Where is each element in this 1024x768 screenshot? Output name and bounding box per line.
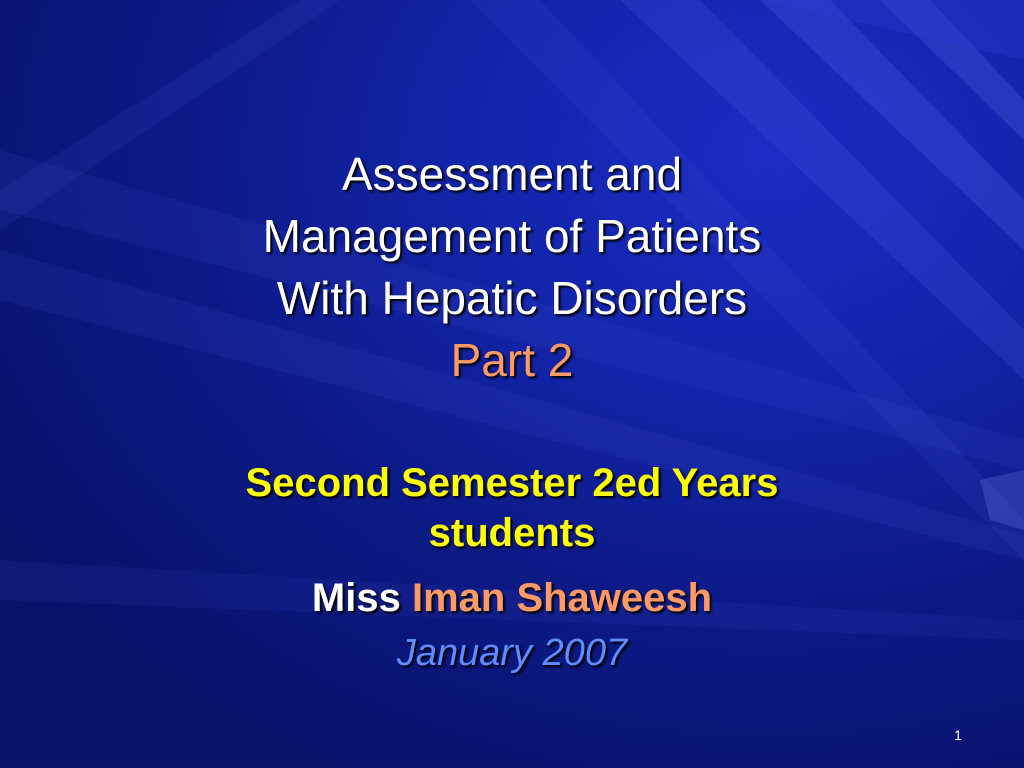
presenter-prefix: Miss <box>311 576 401 620</box>
semester-text <box>0 458 1024 558</box>
presentation-date: January 2007 <box>396 632 628 674</box>
presenter-name: Iman Shaweesh <box>411 576 713 620</box>
semester-line-2: students <box>428 511 596 555</box>
title-line-1: Assessment and <box>341 148 683 200</box>
semester-line-1: Second Semester 2ed Years <box>245 461 779 505</box>
slide-number: 1 <box>954 727 962 743</box>
title-line-2: Management of Patients <box>262 210 762 262</box>
part-label: Part 2 <box>450 334 574 386</box>
slide-title <box>0 143 1024 391</box>
title-line-3: With Hepatic Disorders <box>276 272 748 324</box>
slide-subtitle <box>0 458 1024 678</box>
presenter <box>0 572 1024 624</box>
